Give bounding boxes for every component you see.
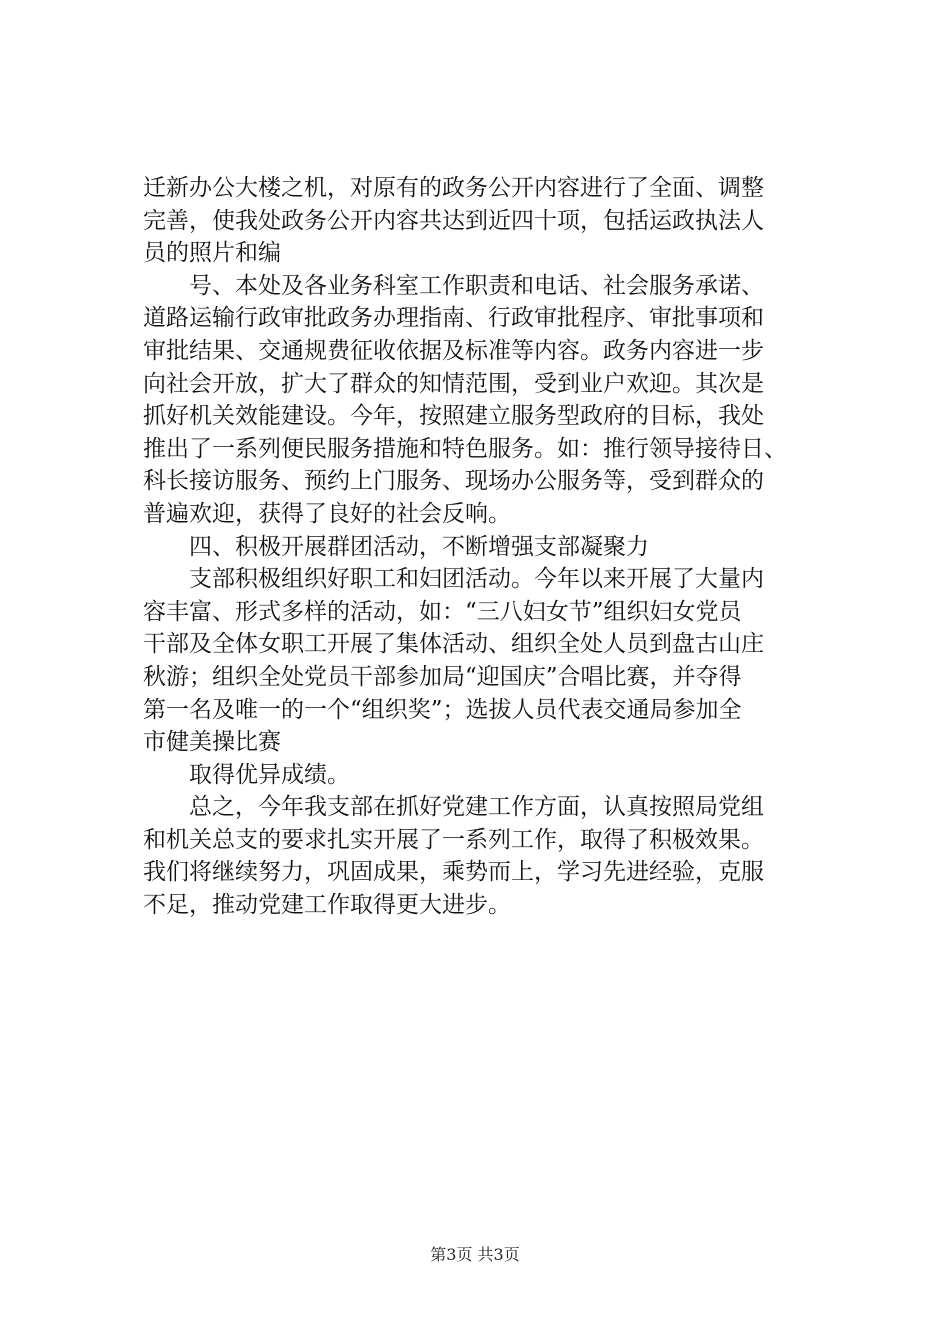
text-line: 推出了一系列便民服务措施和特色服务。如：推行领导接待日、 xyxy=(143,435,787,462)
text-line: 不足，推动党建工作取得更大进步。 xyxy=(143,892,511,919)
text-line: 号、本处及各业务科室工作职责和电话、社会服务承诺、 xyxy=(143,272,764,299)
text-line: 市健美操比赛 xyxy=(143,729,281,756)
text-line: 我们将继续努力，巩固成果，乘势而上，学习先进经验，克服 xyxy=(143,859,764,886)
text-line: 秋游；组织全处党员干部参加局“迎国庆”合唱比赛，并夺得 xyxy=(143,663,742,690)
document-body xyxy=(143,172,813,922)
text-line: 和机关总支的要求扎实开展了一系列工作，取得了积极效果。 xyxy=(143,826,764,853)
section-heading: 四、积极开展群团活动，不断增强支部凝聚力 xyxy=(143,533,649,560)
text-line: 向社会开放，扩大了群众的知情范围，受到业户欢迎。其次是 xyxy=(143,370,764,397)
text-line: 干部及全体女职工开展了集体活动、组织全处人员到盘古山庄 xyxy=(143,631,764,658)
text-line: 审批结果、交通规费征收依据及标准等内容。政务内容进一步 xyxy=(143,337,764,364)
text-line: 总之，今年我支部在抓好党建工作方面，认真按照局党组 xyxy=(143,794,764,821)
text-line: 第一名及唯一的一个“组织奖”；选拔人员代表交通局参加全 xyxy=(143,696,742,723)
text-line: 迁新办公大楼之机，对原有的政务公开内容进行了全面、调整 xyxy=(143,175,764,201)
text-line: 科长接访服务、预约上门服务、现场办公服务等，受到群众的 xyxy=(143,468,764,495)
text-line: 普遍欢迎，获得了良好的社会反响。 xyxy=(143,500,511,527)
page-number-footer: 第3页 共3页 xyxy=(430,1245,520,1264)
text-line: 员的照片和编 xyxy=(143,240,281,267)
text-line: 取得优异成绩。 xyxy=(143,761,350,788)
text-line: 抓好机关效能建设。今年，按照建立服务型政府的目标，我处 xyxy=(143,403,764,430)
text-line: 完善，使我处政务公开内容共达到近四十项，包括运政执法人 xyxy=(143,207,764,234)
text-line: 支部积极组织好职工和妇团活动。今年以来开展了大量内 xyxy=(143,566,764,593)
text-line: 容丰富、形式多样的活动，如：“三八妇女节”组织妇女党员 xyxy=(143,598,742,625)
text-line: 道路运输行政审批政务办理指南、行政审批程序、审批事项和 xyxy=(143,305,764,332)
